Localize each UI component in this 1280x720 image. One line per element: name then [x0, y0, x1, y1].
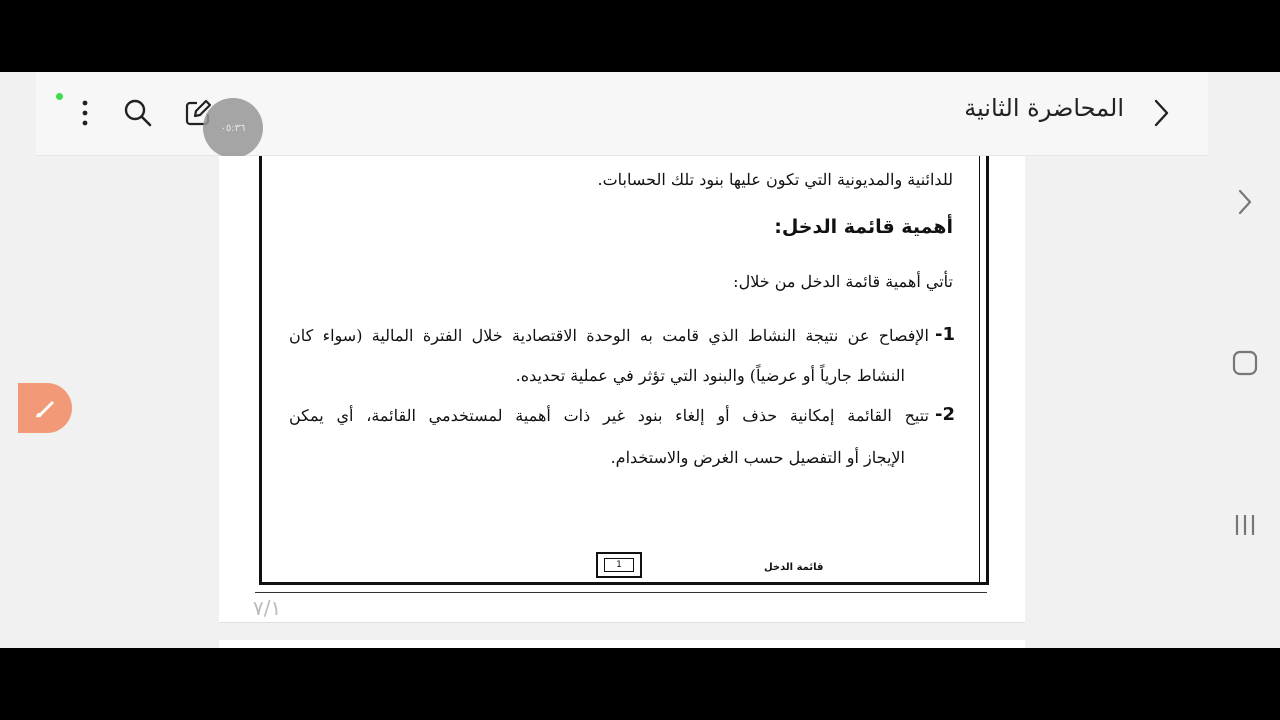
page-counter: ٧/١	[253, 596, 282, 620]
top-black-bar	[0, 0, 1280, 72]
doc-intro: تأتي أهمية قائمة الدخل من خلال:	[733, 272, 953, 291]
page-frame-inner-line	[979, 156, 980, 582]
list-item-2-continuation: الإيجاز أو التفصيل حسب الغرض والاستخدام.	[610, 448, 905, 467]
timer-text: ٠٥:٣٦	[220, 122, 246, 134]
list-item-1	[289, 324, 955, 345]
list-item-text: الإفصاح عن نتيجة النشاط الذي قامت به الوحدة الاقتصادية خلال الفترة المالية (سواء كان	[289, 326, 929, 345]
timer-bubble[interactable]	[203, 98, 263, 158]
doc-line: للدائنية والمديونية التي تكون عليها بنود تلك الحسابات.	[597, 170, 953, 189]
page-title: المحاضرة الثانية	[964, 94, 1124, 122]
more-vert-icon[interactable]	[74, 98, 96, 128]
list-item-number: 1-	[934, 324, 955, 345]
app-header	[36, 72, 1208, 156]
brush-icon	[32, 395, 58, 421]
list-item-1-continuation: النشاط جارياً أو عرضياً) والبنود التي تؤثر في عملية تحديده.	[515, 366, 905, 385]
recent-apps-icon[interactable]	[1230, 510, 1260, 540]
footer-label: قائمة الدخل	[764, 562, 824, 573]
back-chevron-icon[interactable]	[1149, 96, 1173, 130]
forward-chevron-icon[interactable]	[1232, 186, 1258, 218]
list-item-text: تتيح القائمة إمكانية حذف أو إلغاء بنود غير ذات أهمية لمستخدمي القائمة، أي يمكن	[289, 406, 929, 425]
home-icon[interactable]	[1230, 348, 1260, 378]
page-number: 1	[604, 558, 634, 572]
doc-heading: أهمية قائمة الدخل:	[774, 216, 953, 238]
next-document-page	[219, 640, 1025, 648]
list-item-2	[289, 404, 955, 425]
pen-tool-tab[interactable]	[18, 383, 72, 433]
document-page[interactable]	[219, 156, 1025, 623]
bottom-black-bar	[0, 648, 1280, 720]
page-number-badge	[596, 552, 642, 578]
search-icon[interactable]	[122, 97, 154, 129]
page-bottom-rule	[255, 592, 987, 593]
status-dot	[56, 93, 63, 100]
list-item-number: 2-	[934, 404, 955, 425]
